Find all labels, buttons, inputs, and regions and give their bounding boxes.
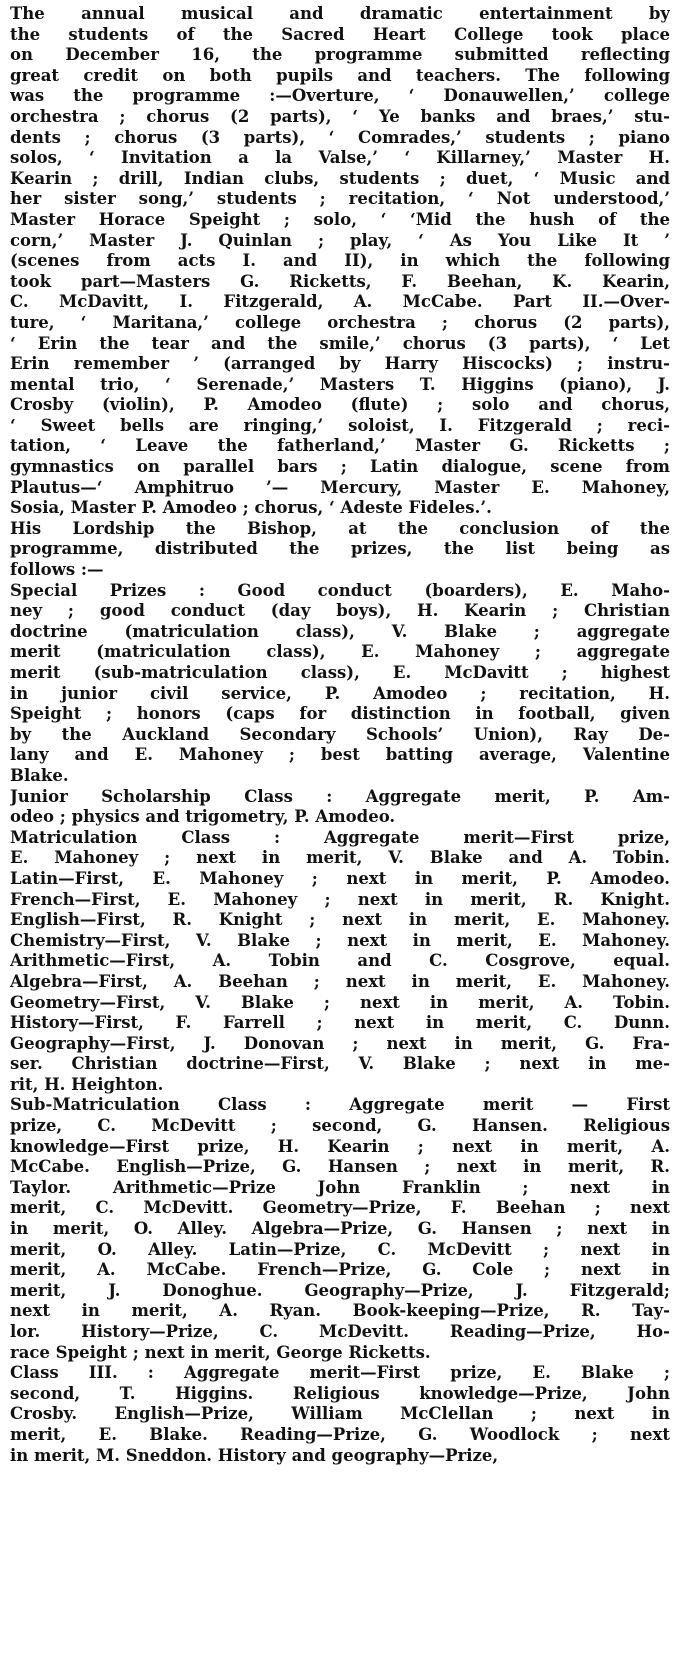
- text-line: in merit, O. Alley. Algebra—Prize, G. Hansen ; next in: [10, 1219, 670, 1239]
- text-line: merit, A. McCabe. French—Prize, G. Cole ; next in: [10, 1260, 670, 1280]
- text-line: race Speight ; next in merit, George Ricketts.: [10, 1342, 431, 1362]
- text-line: Algebra—First, A. Beehan ; next in merit, E. Mahoney.: [10, 971, 670, 991]
- text-line: Arithmetic—First, A. Tobin and C. Cosgrove, equal.: [10, 951, 670, 971]
- text-line: corn,’ Master J. Quinlan ; play, ‘ As You Like It ’: [10, 230, 670, 250]
- text-line: Blake.: [10, 765, 69, 785]
- text-line: next in merit, A. Ryan. Book-keeping—Prize, R. Tay-: [10, 1301, 670, 1321]
- text-line: Latin—First, E. Mahoney ; next in merit, P. Amodeo.: [10, 868, 670, 888]
- text-line: on December 16, the programme submitted reflecting: [10, 45, 670, 65]
- text-line: Geometry—First, V. Blake ; next in merit, A. Tobin.: [10, 992, 670, 1012]
- text-line: doctrine (matriculation class), V. Blake ; aggregate: [10, 621, 670, 641]
- text-line: mental trio, ‘ Serenade,’ Masters T. Higgins (piano), J.: [10, 374, 670, 394]
- article-paragraph: [10, 828, 670, 1096]
- text-line: was the programme :—Overture, ‘ Donauwellen,’ college: [10, 86, 670, 106]
- text-line: great credit on both pupils and teachers. The following: [10, 65, 670, 85]
- text-line: by the Auckland Secondary Schools’ Union), Ray De-: [10, 724, 670, 744]
- text-line: Master Horace Speight ; solo, ‘ ‘Mid the hush of the: [10, 209, 670, 229]
- text-line: second, T. Higgins. Religious knowledge—Prize, John: [10, 1383, 670, 1403]
- article-paragraph: [10, 1363, 670, 1466]
- text-line: Crosby. English—Prize, William McClellan ; next in: [10, 1404, 670, 1424]
- text-line: solos, ‘ Invitation a la Valse,’ ‘ Killarney,’ Master H.: [10, 148, 670, 168]
- text-line: follows :—: [10, 560, 104, 580]
- text-line: knowledge—First prize, H. Kearin ; next in merit, A.: [10, 1136, 670, 1156]
- text-line: merit (sub-matriculation class), E. McDavitt ; highest: [10, 663, 670, 682]
- text-line: Taylor. Arithmetic—Prize John Franklin ; next in: [10, 1177, 670, 1197]
- text-line: ture, ‘ Maritana,’ college orchestra ; chorus (2 parts),: [10, 312, 670, 332]
- text-line: rit, H. Heighton.: [10, 1074, 164, 1094]
- text-line: His Lordship the Bishop, at the conclusion of the: [10, 518, 670, 538]
- text-line: ney ; good conduct (day boys), H. Kearin ; Christian: [10, 601, 670, 621]
- article-paragraph: [10, 4, 670, 519]
- text-line: tation, ‘ Leave the fatherland,’ Master G. Ricketts ;: [10, 436, 670, 456]
- text-line: programme, distributed the prizes, the list being as: [10, 539, 670, 559]
- text-line: her sister song,’ students ; recitation, ‘ Not understood,’: [10, 189, 670, 209]
- text-line: merit, J. Donoghue. Geography—Prize, J. Fitzgerald;: [10, 1280, 670, 1300]
- text-line: McCabe. English—Prize, G. Hansen ; next in merit, R.: [10, 1157, 670, 1177]
- text-line: Plautus—‘ Amphitruo ’— Mercury, Master E. Mahoney,: [10, 477, 670, 497]
- text-line: merit (matriculation class), E. Mahoney ; aggregate: [10, 642, 670, 662]
- article-paragraph: [10, 519, 670, 581]
- text-line: odeo ; physics and trigometry, P. Amodeo.: [10, 807, 396, 827]
- text-line: Sub-Matriculation Class : Aggregate merit — First: [10, 1095, 670, 1115]
- text-line: Erin remember ’ (arranged by Harry Hiscocks) ; instru-: [10, 354, 670, 374]
- text-line: ‘ Erin the tear and the smile,’ chorus (3 parts), ‘ Let: [10, 333, 670, 353]
- text-line: History—First, F. Farrell ; next in merit, C. Dunn.: [10, 1013, 670, 1033]
- text-line: Matriculation Class : Aggregate merit—First prize,: [10, 827, 670, 847]
- text-line: gymnastics on parallel bars ; Latin dialogue, scene from: [10, 457, 670, 477]
- text-line: dents ; chorus (3 parts), ‘ Comrades,’ students ; piano: [10, 127, 670, 147]
- article-paragraph: [10, 581, 670, 787]
- text-line: ‘ Sweet bells are ringing,’ soloist, I. Fitzgerald ; reci-: [10, 415, 670, 435]
- text-line: lor. History—Prize, C. McDevitt. Reading—Prize, Ho-: [10, 1322, 670, 1341]
- text-line: Class III. : Aggregate merit—First prize, E. Blake ;: [10, 1363, 670, 1383]
- text-line: ser. Christian doctrine—First, V. Blake ; next in me-: [10, 1054, 670, 1074]
- text-line: Chemistry—First, V. Blake ; next in merit, E. Mahoney.: [10, 930, 670, 950]
- text-line: the students of the Sacred Heart College took place: [10, 24, 670, 44]
- text-line: C. McDavitt, I. Fitzgerald, A. McCabe. Part II.—Over-: [10, 292, 670, 312]
- text-line: in merit, M. Sneddon. History and geography—Prize,: [10, 1445, 499, 1465]
- text-line: Crosby (violin), P. Amodeo (flute) ; solo and chorus,: [10, 395, 670, 415]
- text-line: merit, C. McDevitt. Geometry—Prize, F. Beehan ; next: [10, 1198, 670, 1218]
- text-line: Geography—First, J. Donovan ; next in merit, G. Fra-: [10, 1033, 670, 1053]
- text-line: Kearin ; drill, Indian clubs, students ; duet, ‘ Music and: [10, 168, 670, 188]
- text-line: merit, O. Alley. Latin—Prize, C. McDevitt ; next in: [10, 1239, 670, 1259]
- text-line: in junior civil service, P. Amodeo ; recitation, H.: [10, 683, 670, 703]
- text-line: The annual musical and dramatic entertainment by: [10, 4, 670, 23]
- text-line: took part—Masters G. Ricketts, F. Beehan, K. Kearin,: [10, 271, 670, 291]
- text-line: Sosia, Master P. Amodeo ; chorus, ‘ Adeste Fideles.’.: [10, 498, 492, 518]
- text-line: (scenes from acts I. and II), in which the following: [10, 251, 670, 271]
- text-line: prize, C. McDevitt ; second, G. Hansen. Religious: [10, 1116, 670, 1136]
- text-line: lany and E. Mahoney ; best batting average, Valentine: [10, 745, 670, 765]
- text-line: merit, E. Blake. Reading—Prize, G. Woodlock ; next: [10, 1424, 670, 1444]
- article-paragraph: [10, 1095, 670, 1363]
- text-line: English—First, R. Knight ; next in merit, E. Mahoney.: [10, 910, 670, 930]
- article-paragraph: [10, 787, 670, 828]
- text-line: Junior Scholarship Class : Aggregate merit, P. Am-: [10, 786, 670, 806]
- text-line: Speight ; honors (caps for distinction in football, given: [10, 704, 670, 724]
- text-line: Special Prizes : Good conduct (boarders), E. Maho-: [10, 580, 670, 600]
- text-line: orchestra ; chorus (2 parts), ‘ Ye banks and braes,’ stu-: [10, 106, 670, 126]
- text-line: French—First, E. Mahoney ; next in merit, R. Knight.: [10, 889, 670, 909]
- text-line: E. Mahoney ; next in merit, V. Blake and A. Tobin.: [10, 848, 670, 868]
